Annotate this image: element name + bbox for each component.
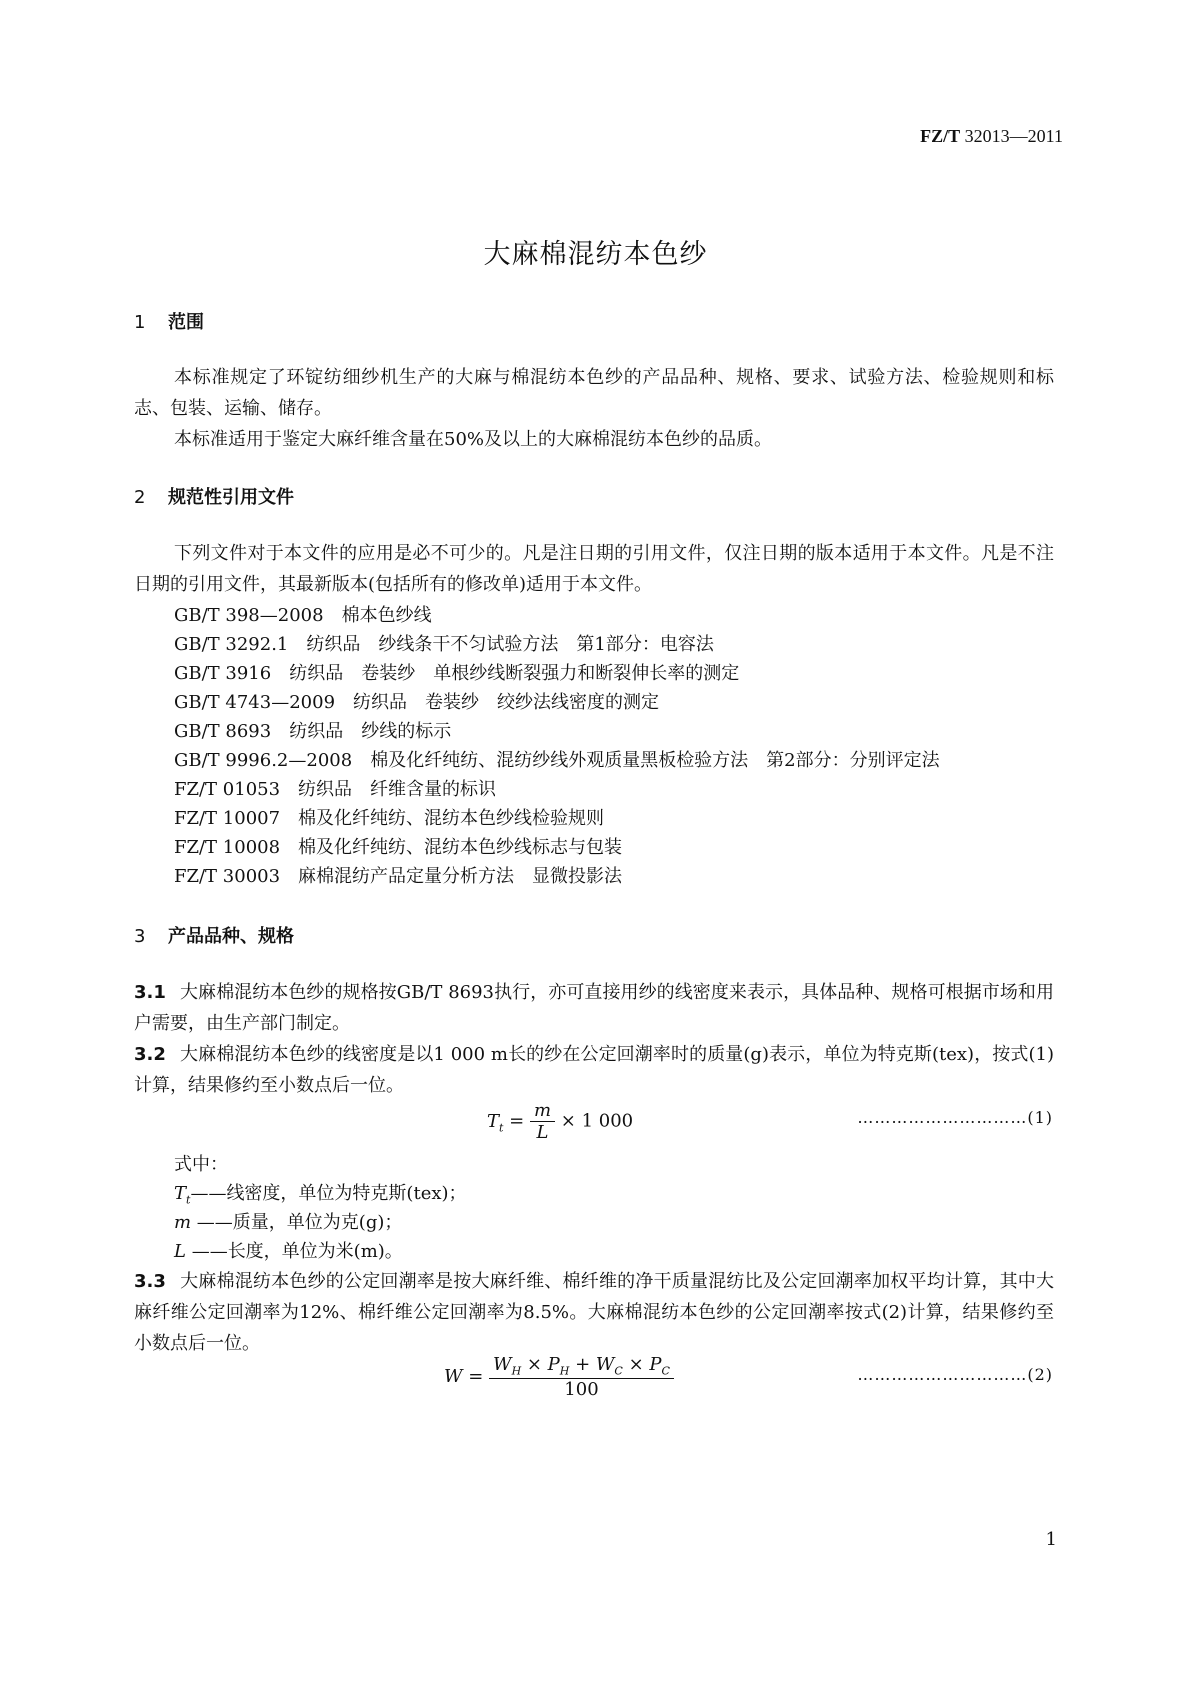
section-1-paragraph-2: 本标准适用于鉴定大麻纤维含量在50%及以上的大麻棉混纺本色纱的品质。: [174, 429, 773, 450]
formula-1: $T_t$ = $\frac{m}{L}$ × 1 000: [487, 1100, 634, 1143]
reference-item: GB/T 398—2008 棉本色纱线: [174, 605, 432, 626]
where-item-tt: $T_t——$线密度，单位为特克斯(tex)；: [174, 1183, 467, 1207]
reference-item: GB/T 3916 纺织品 卷装纱 单根纱线断裂强力和断裂伸长率的测定: [174, 663, 740, 684]
formula-2: W = $\frac{W_H \times P_H + W_C \times P_C}{100}$: [444, 1354, 674, 1400]
reference-item: FZ/T 10008 棉及化纤纯纺、混纺本色纱线标志与包装: [174, 837, 623, 858]
formula-1-number: …………………………(1): [857, 1108, 1053, 1127]
section-2-intro: 下列文件对于本文件的应用是必不可少的。凡是注日期的引用文件，仅注日期的版本适用于本文件。凡是不注日期的引用文件，其最新版本(包括所有的修改单)适用于本文件。: [134, 543, 1054, 595]
where-item-l: L ——长度，单位为米(m)。: [174, 1241, 403, 1262]
section-1-paragraph-1: 本标准规定了环锭纺细纱机生产的大麻与棉混纺本色纱的产品品种、规格、要求、试验方法、检验规则和标志、包装、运输、储存。: [134, 367, 1054, 419]
standard-code: FZ/T 32013—2011: [920, 126, 1063, 146]
clause-3-3: 3.3 大麻棉混纺本色纱的公定回潮率是按大麻纤维、棉纤维的净干质量混纺比及公定回潮率加权平均计算，其中大麻纤维公定回潮率为12%、棉纤维公定回潮率为8.5%。大麻棉混纺本色纱的公定回潮率按式(2)计算，结果修约至小数点后一位。: [134, 1271, 1054, 1354]
section-2-heading: 2 规范性引用文件: [134, 487, 294, 508]
clause-3-1: 3.1 大麻棉混纺本色纱的规格按GB/T 8693执行，亦可直接用纱的线密度来表示，具体品种、规格可根据市场和用户需要，由生产部门制定。: [134, 982, 1054, 1034]
reference-item: GB/T 8693 纺织品 纱线的标示: [174, 721, 452, 742]
document-title: 大麻棉混纺本色纱: [483, 239, 708, 270]
section-3-heading: 3 产品品种、规格: [134, 926, 294, 947]
where-item-m: m ——质量，单位为克(g)；: [174, 1212, 403, 1233]
reference-item: GB/T 4743—2009 纺织品 卷装纱 绞纱法线密度的测定: [174, 692, 660, 713]
reference-item: FZ/T 01053 纺织品 纤维含量的标识: [174, 779, 497, 800]
reference-item: GB/T 3292.1 纺织品 纱线条干不匀试验方法 第1部分：电容法: [174, 634, 714, 655]
section-1-heading: 1 范围: [134, 312, 204, 333]
formula-2-number: …………………………(2): [857, 1365, 1053, 1384]
clause-3-2: 3.2 大麻棉混纺本色纱的线密度是以1 000 m长的纱在公定回潮率时的质量(g)表示，单位为特克斯(tex)，按式(1)计算，结果修约至小数点后一位。: [134, 1044, 1054, 1096]
reference-item: FZ/T 30003 麻棉混纺产品定量分析方法 显微投影法: [174, 866, 623, 887]
reference-item: FZ/T 10007 棉及化纤纯纺、混纺本色纱线检验规则: [174, 808, 605, 829]
where-label: 式中：: [174, 1154, 228, 1175]
reference-item: GB/T 9996.2—2008 棉及化纤纯纺、混纺纱线外观质量黑板检验方法 第2部分：分别评定法: [174, 750, 940, 771]
page-number: 1: [1045, 1529, 1057, 1550]
